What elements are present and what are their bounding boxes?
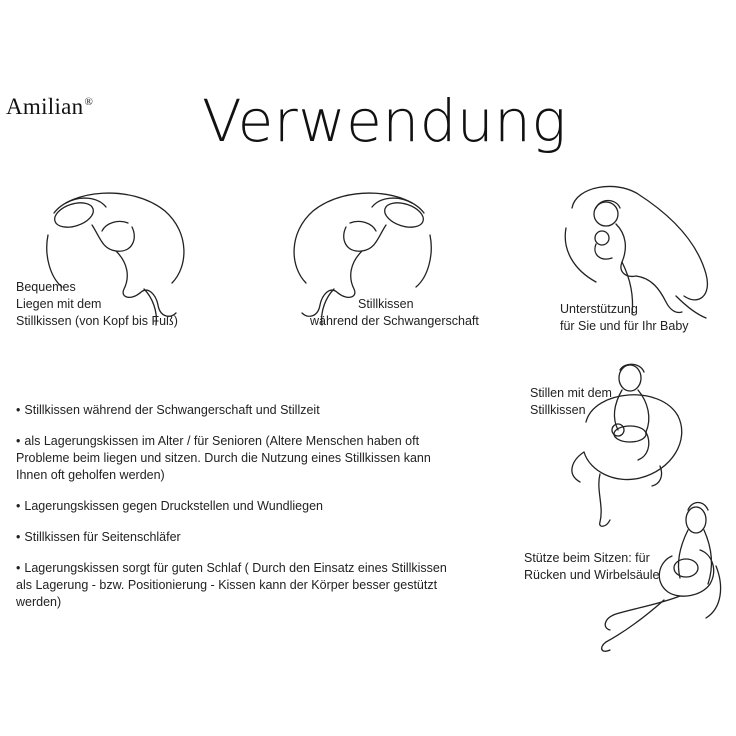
caption-line: Rücken und Wirbelsäule bbox=[524, 568, 660, 582]
caption-line: Stütze beim Sitzen: für bbox=[524, 551, 650, 565]
bullet-symbol: • bbox=[16, 530, 21, 544]
bullet-symbol: • bbox=[16, 499, 21, 513]
bullet-text: Stillkissen während der Schwangerschaft und Stillzeit bbox=[24, 403, 320, 417]
list-item bbox=[16, 529, 456, 546]
caption-line: Stillen mit dem bbox=[530, 386, 612, 400]
caption-sitting-support bbox=[524, 550, 660, 584]
caption-line: Liegen mit dem bbox=[16, 297, 102, 311]
caption-line: Stillkissen bbox=[530, 403, 586, 417]
bullet-symbol: • bbox=[16, 434, 21, 448]
list-item bbox=[16, 402, 456, 419]
caption-line: für Sie und für Ihr Baby bbox=[560, 319, 689, 333]
bullet-text: Stillkissen für Seitenschläfer bbox=[24, 530, 181, 544]
caption-line: Stillkissen bbox=[358, 297, 414, 311]
caption-line: Stillkissen (von Kopf bis Fuß) bbox=[16, 314, 178, 328]
bullet-symbol: • bbox=[16, 561, 21, 575]
caption-lying-comfort bbox=[16, 279, 178, 330]
caption-pregnancy bbox=[310, 296, 479, 330]
usage-bullet-list bbox=[16, 402, 456, 625]
list-item bbox=[16, 433, 456, 484]
bullet-text: Lagerungskissen gegen Druckstellen und Wundliegen bbox=[24, 499, 323, 513]
caption-nursing bbox=[530, 385, 612, 419]
brand-name: Amilian bbox=[6, 94, 84, 119]
list-item bbox=[16, 498, 456, 515]
caption-line: während der Schwangerschaft bbox=[310, 314, 479, 328]
bullet-text: Lagerungskissen sorgt für guten Schlaf ( Durch den Einsatz eines Stillkissen als Lagerung - bzw. Positionierung - Kissen kann der Körper besser gestützt werden) bbox=[16, 561, 447, 609]
caption-line: Bequemes bbox=[16, 280, 76, 294]
caption-line: Unterstützung bbox=[560, 302, 638, 316]
bullet-text: als Lagerungskissen im Alter / für Senioren (Altere Menschen haben oft Probleme beim liegen und sitzen. Durch die Nutzung eines Stillkissen kann Ihnen oft geholfen werden) bbox=[16, 434, 431, 482]
list-item bbox=[16, 560, 456, 611]
page-title: Verwendung bbox=[202, 87, 567, 155]
brand-logo bbox=[6, 94, 93, 120]
registered-mark: ® bbox=[84, 96, 94, 109]
bullet-symbol: • bbox=[16, 403, 21, 417]
caption-support-baby bbox=[560, 301, 689, 335]
